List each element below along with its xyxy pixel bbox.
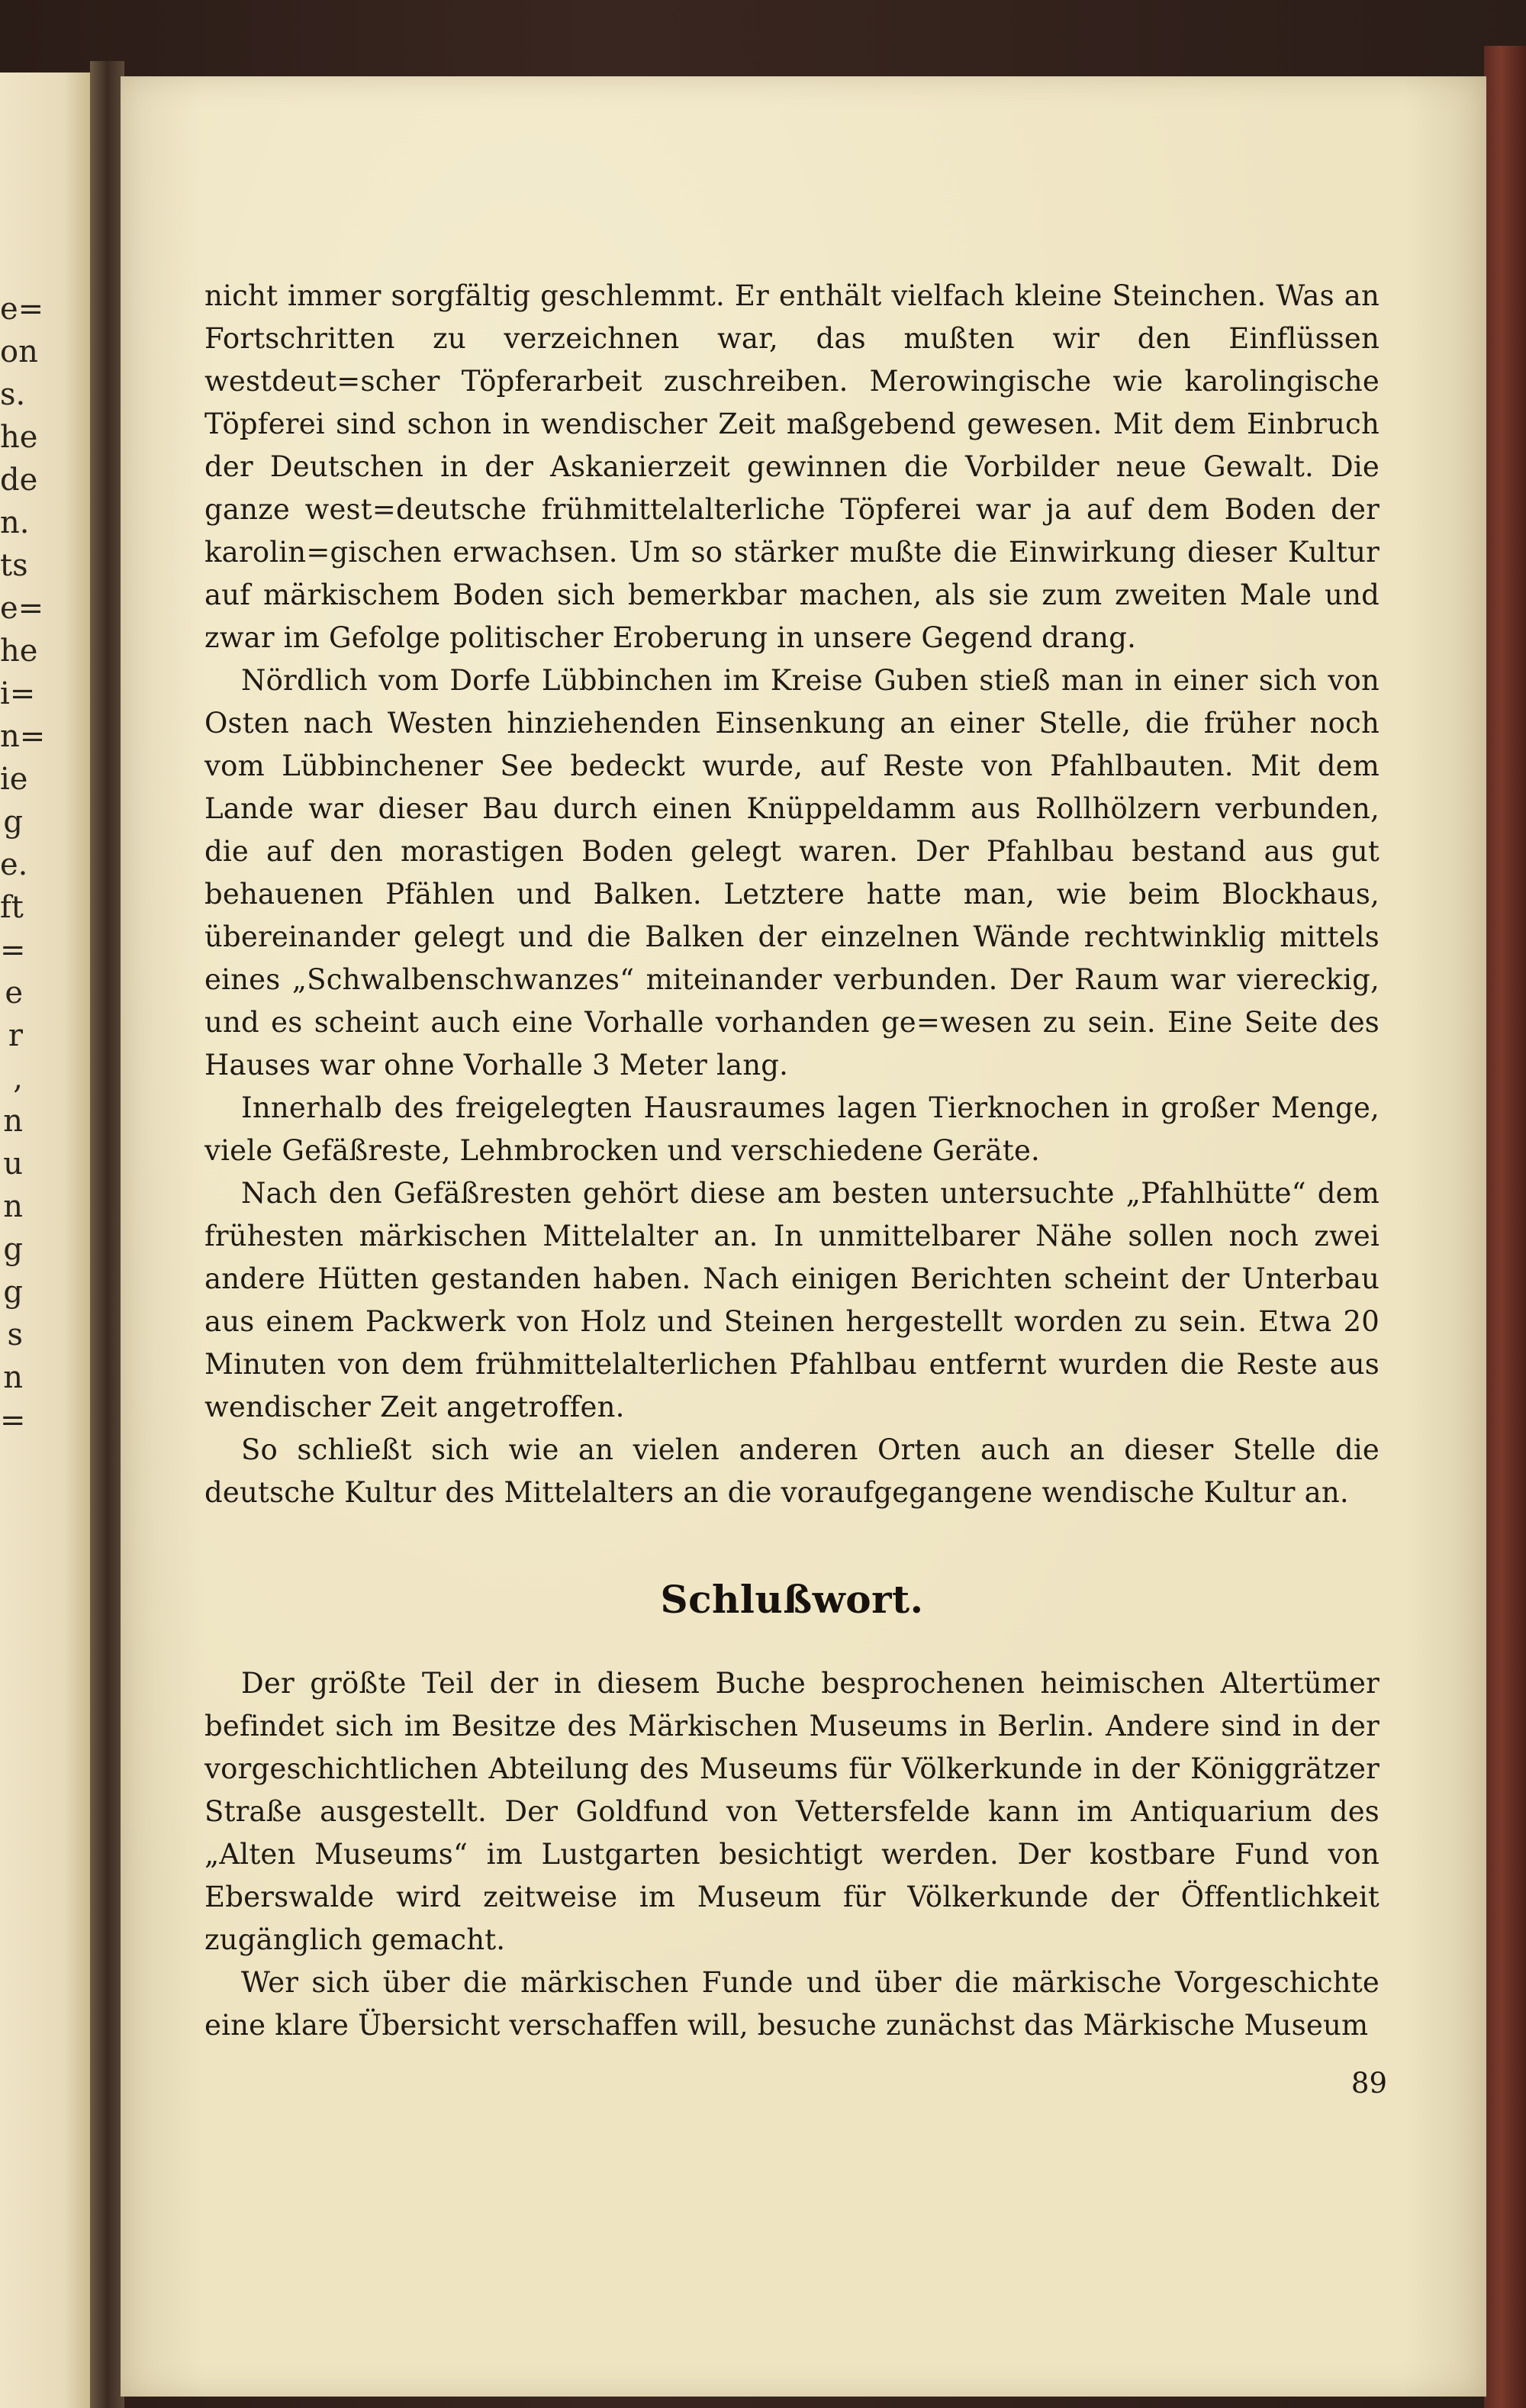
left-page-fragment: n bbox=[3, 1360, 23, 1395]
paragraph: Der größte Teil der in diesem Buche besprochenen heimischen Altertümer befindet sich im Besitze des Märkischen Museums in Berlin. Andere sind in der vorgeschichtlichen Abteilung des Museums für Völkerkunde in der Königgrätzer Straße ausgestellt. Der Goldfund von Vettersfelde kann im Antiquarium des „Alten Museums“ im Lustgarten besichtigt werden. Der kostbare Fund von Eberswalde wird zeitweise im Museum für Völkerkunde der Öffentlichkeit zugänglich gemacht. bbox=[204, 1667, 1380, 1956]
paragraph: Wer sich über die märkischen Funde und über die märkische Vorgeschichte eine klare Übersicht verschaffen will, besuche zunächst das Märkische Museum bbox=[204, 1966, 1380, 2042]
left-page-fragment: e= bbox=[0, 292, 44, 327]
book-page bbox=[121, 76, 1486, 2397]
left-page-fragment: ft bbox=[0, 890, 24, 925]
book-gutter bbox=[90, 61, 124, 2408]
left-page-fragment: he bbox=[0, 633, 38, 669]
page-body-text bbox=[204, 275, 1380, 2047]
left-page-fragment: e bbox=[5, 975, 23, 1011]
book-cover-edge bbox=[1484, 46, 1526, 2408]
paragraph: Innerhalb des freigelegten Hausraumes lagen Tierknochen in großer Menge, viele Gefäßreste, Lehmbrocken und verschiedene Geräte. bbox=[204, 1091, 1380, 1167]
left-page-fragment: = bbox=[0, 933, 26, 968]
left-page-fragment: , bbox=[13, 1061, 23, 1096]
left-page-fragment: s bbox=[7, 1317, 23, 1352]
left-page-fragment: g bbox=[3, 1232, 23, 1267]
left-page-fragment: e. bbox=[0, 847, 28, 882]
section-heading: Schlußwort. bbox=[660, 1577, 924, 1622]
adjacent-left-page bbox=[0, 73, 92, 2408]
left-page-fragment: = bbox=[0, 1403, 26, 1438]
left-page-fragment: ie bbox=[0, 762, 28, 797]
left-page-fragment: g bbox=[3, 804, 23, 840]
left-page-fragment: on bbox=[0, 334, 38, 369]
left-page-fragment: n bbox=[3, 1104, 23, 1139]
paragraph: So schließt sich wie an vielen anderen Orten auch an dieser Stelle die deutsche Kultur des Mittelalters an die voraufgegangene wendische Kultur an. bbox=[204, 1433, 1380, 1509]
left-page-fragment: n= bbox=[0, 719, 46, 754]
left-page-fragment: u bbox=[3, 1146, 23, 1181]
left-page-fragment: ts bbox=[0, 548, 28, 583]
left-page-fragment: de bbox=[0, 463, 38, 498]
left-page-fragment: i= bbox=[0, 676, 36, 711]
left-page-fragment: n. bbox=[0, 505, 30, 540]
paragraph: Nach den Gefäßresten gehört diese am besten untersuchte „Pfahlhütte“ dem frühesten märkischen Mittelalter an. In unmittelbarer Nähe sollen noch zwei andere Hütten gestanden haben. Nach einigen Berichten scheint der Unterbau aus einem Packwerk von Holz und Steinen hergestellt worden zu sein. Etwa 20 Minuten von dem frühmittelalterlichen Pfahlbau entfernt wurden die Reste aus wendischer Zeit angetroffen. bbox=[204, 1177, 1380, 1423]
paragraph: nicht immer sorgfältig geschlemmt. Er enthält vielfach kleine Steinchen. Was an Fortschritten zu verzeichnen war, das mußten wir den Einflüssen westdeut=scher Töpferarbeit zuschreiben. Merowingische wie karolingische Töpferei sind schon in wendischer Zeit maßgebend gewesen. Mit dem Einbruch der Deutschen in der Askanierzeit gewinnen die Vorbilder neue Gewalt. Die ganze west=deutsche frühmittelalterliche Töpferei war ja auf dem Boden der karolin=gischen erwachsen. Um so stärker mußte die Einwirkung dieser Kultur auf märkischem Boden sich bemerkbar machen, als sie zum zweiten Male und zwar im Gefolge politischer Eroberung in unsere Gegend drang. bbox=[204, 279, 1380, 654]
page-number: 89 bbox=[1351, 2067, 1387, 2100]
left-page-fragment: r bbox=[8, 1018, 23, 1053]
left-page-fragment: he bbox=[0, 420, 38, 455]
left-page-fragment: n bbox=[3, 1189, 23, 1224]
left-page-fragment: s. bbox=[0, 377, 26, 412]
left-page-fragment: g bbox=[3, 1275, 23, 1310]
left-page-fragment: e= bbox=[0, 591, 44, 626]
paragraph: Nördlich vom Dorfe Lübbinchen im Kreise Guben stieß man in einer sich von Osten nach Westen hinziehenden Einsenkung an einer Stelle, die früher noch vom Lübbinchener See bedeckt wurde, auf Reste von Pfahlbauten. Mit dem Lande war dieser Bau durch einen Knüppeldamm aus Rollhölzern verbunden, die auf den morastigen Boden gelegt waren. Der Pfahlbau bestand aus gut behauenen Pfählen und Balken. Letztere hatte man, wie beim Blockhaus, übereinander gelegt und die Balken der einzelnen Wände rechtwinklig mittels eines „Schwalbenschwanzes“ miteinander verbunden. Der Raum war viereckig, und es scheint auch eine Vorhalle vorhanden ge=wesen zu sein. Eine Seite des Hauses war ohne Vorhalle 3 Meter lang. bbox=[204, 664, 1380, 1082]
